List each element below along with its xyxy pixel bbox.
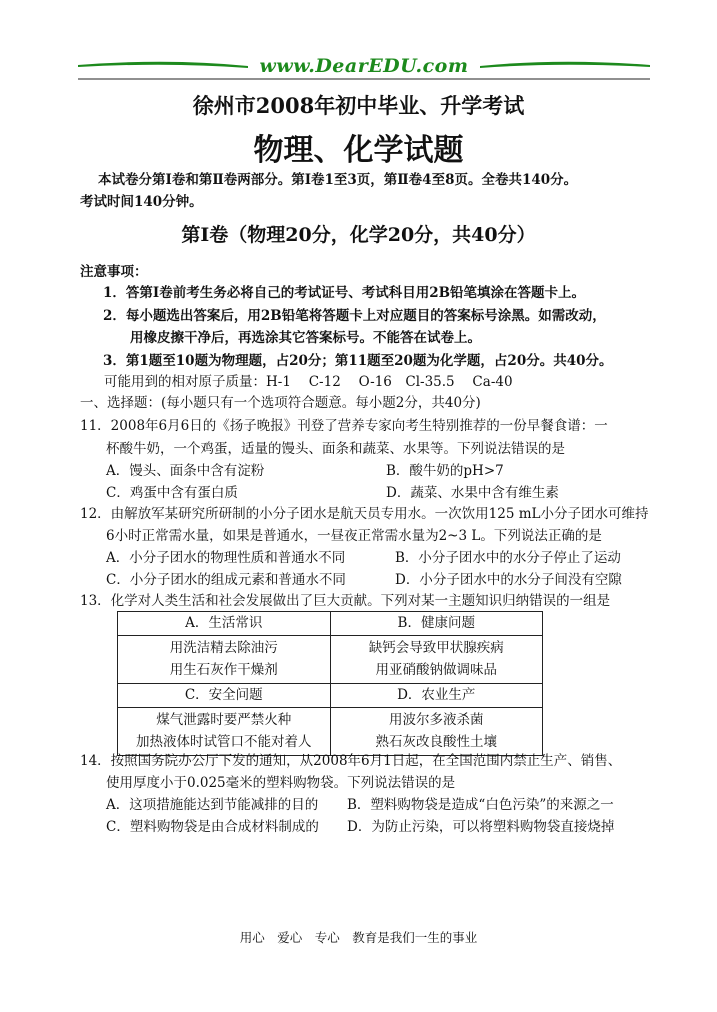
- table-cell-d-head: D．农业生产: [330, 684, 543, 708]
- q13-knowledge-table: [117, 611, 543, 756]
- q13-stem: 13．化学对人类生活和社会发展做出了巨大贡献。下列对某一主题知识归纳错误的一组是: [80, 593, 611, 609]
- q14-option-d: D．为防止污染，可以将塑料购物袋直接烧掉: [347, 819, 615, 835]
- q12-option-a: A．小分子团水的物理性质和普通水不同: [106, 550, 346, 566]
- q14-option-b: B．塑料购物袋是造成“白色污染”的来源之一: [347, 797, 614, 813]
- q12-option-b: B．小分子团水中的水分子停止了运动: [395, 550, 621, 566]
- footer-slogan: 用心 爱心 专心 教育是我们一生的事业: [239, 930, 478, 945]
- site-url[interactable]: www.DearEDU.com: [259, 55, 469, 77]
- table-cell-b-body: [330, 636, 543, 684]
- site-banner: [78, 52, 650, 82]
- table-a-line-1: 用洗洁精去除油污: [169, 640, 278, 656]
- section-1-title: 第Ⅰ卷（物理20分，化学20分，共40分）: [181, 224, 536, 246]
- q12-option-d: D．小分子团水中的水分子间没有空隙: [395, 572, 622, 588]
- intro-line-2: 考试时间140分钟。: [80, 194, 203, 210]
- note-1: 1．答第Ⅰ卷前考生务必将自己的考试证号、考试科目用2B铅笔填涂在答题卡上。: [103, 285, 586, 301]
- exam-title: 徐州市2008年初中毕业、升学考试: [192, 93, 525, 118]
- intro-line-1: 本试卷分第Ⅰ卷和第Ⅱ卷两部分。第Ⅰ卷1至3页，第Ⅱ卷4至8页。全卷共140分。: [98, 172, 578, 188]
- q11-stem-line-1: 11．2008年6月6日的《扬子晚报》刊登了营养专家向考生特别推荐的一份早餐食谱：一: [80, 418, 608, 434]
- section-choice-heading: 一、选择题：(每小题只有一个选项符合题意。每小题2分，共40分): [80, 395, 481, 411]
- q12-option-c: C．小分子团水的组成元素和普通水不同: [106, 572, 346, 588]
- note-3: 3．第1题至10题为物理题，占20分；第11题至20题为化学题，占20分。共40分。: [103, 353, 613, 369]
- q14-stem-line-1: 14．按照国务院办公厅下发的通知，从2008年6月1日起，在全国范围内禁止生产、销售、: [80, 753, 622, 769]
- note-2-line-2: 用橡皮擦干净后，再选涂其它答案标号。不能答在试卷上。: [130, 330, 481, 346]
- table-b-line-1: 缺钙会导致甲状腺疾病: [368, 640, 504, 656]
- table-cell-a-head: A．生活常识: [118, 612, 331, 636]
- q12-stem-line-1: 12．由解放军某研究所研制的小分子团水是航天员专用水。一次饮用125 mL小分子团水可维持: [80, 506, 649, 522]
- q14-option-c: C．塑料购物袋是由合成材料制成的: [106, 819, 319, 835]
- q11-option-d: D．蔬菜、水果中含有维生素: [386, 485, 559, 501]
- q11-option-a: A．馒头、面条中含有淀粉: [106, 463, 265, 479]
- table-a-line-2: 用生石灰作干燥剂: [169, 662, 278, 678]
- q12-stem-line-2: 6小时正常需水量，如果是普通水，一昼夜正常需水量为2~3 L。下列说法正确的是: [106, 528, 602, 544]
- table-d-line-1: 用波尔多液杀菌: [389, 712, 484, 728]
- table-b-line-2: 用亚硝酸钠做调味品: [375, 662, 497, 678]
- notes-heading: 注意事项：: [80, 264, 148, 280]
- note-2-line-1: 2．每小题选出答案后，用2B铅笔将答题卡上对应题目的答案标号涂黑。如需改动，: [103, 308, 606, 324]
- table-c-line-2: 加热液体时试管口不能对着人: [136, 734, 312, 750]
- q11-option-b: B．酸牛奶的pH>7: [386, 463, 504, 479]
- table-cell-a-body: [118, 636, 331, 684]
- q11-option-c: C．鸡蛋中含有蛋白质: [106, 485, 238, 501]
- table-d-line-2: 熟石灰改良酸性土壤: [375, 734, 497, 750]
- q14-option-a: A．这项措施能达到节能减排的目的: [106, 797, 319, 813]
- q14-stem-line-2: 使用厚度小于0.025毫米的塑料购物袋。下列说法错误的是: [106, 775, 456, 791]
- table-cell-c-head: C．安全问题: [118, 684, 331, 708]
- q11-stem-line-2: 杯酸牛奶，一个鸡蛋，适量的馒头、面条和蔬菜、水果等。下列说法错误的是: [106, 441, 565, 457]
- table-c-line-1: 煤气泄露时要严禁火种: [156, 712, 292, 728]
- table-cell-b-head: B．健康问题: [330, 612, 543, 636]
- atomic-masses: 可能用到的相对原子质量：H-1 C-12 O-16 Cl-35.5 Ca-40: [104, 374, 513, 390]
- subject-title: 物理、化学试题: [253, 133, 464, 168]
